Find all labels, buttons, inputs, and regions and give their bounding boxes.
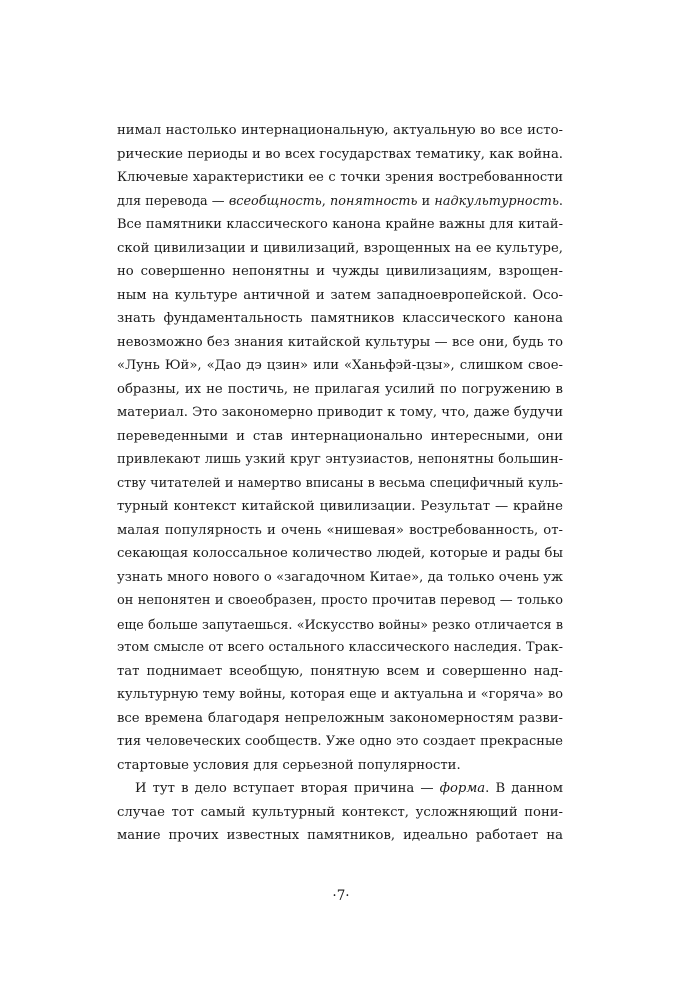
text-fragment: . В данном <box>485 781 563 796</box>
text-line: «Лунь Юй», «Дао дэ цзин» или «Ханьфэй-цзы», слишком свое- <box>117 358 563 373</box>
body-text <box>117 119 563 848</box>
text-line: ным на культуре античной и затем западноевропейской. Осо- <box>117 287 563 303</box>
text-line: узнать много нового о «загадочном Китае», да только очень уж <box>117 569 563 585</box>
text-line: тия человеческих сообществ. Уже одно это создает прекрасные <box>117 734 563 749</box>
text-line: еще больше запутаешься. «Искусство войны» резко отличается в <box>117 616 563 632</box>
paragraph-first-line <box>117 777 563 801</box>
text-line: знать фундаментальность памятников классического канона <box>117 311 563 326</box>
text-line: но совершенно непонятны и чужды цивилизациям, взрощен- <box>117 264 563 279</box>
text-line: Все памятники классического канона крайне важны для китай- <box>117 217 563 232</box>
text-line: случае тот самый культурный контекст, усложняющий пони- <box>117 804 563 820</box>
page-number: ·7· <box>332 888 350 904</box>
text-line: мание прочих известных памятников, идеально работает на <box>117 828 563 843</box>
text-line <box>117 190 563 214</box>
text-line: привлекают лишь узкий круг энтузиастов, непонятны большин- <box>117 452 563 467</box>
italic-term: понятность <box>330 193 418 209</box>
text-fragment: . <box>558 193 563 209</box>
text-fragment: , <box>321 193 331 209</box>
text-fragment: И тут в дело вступает вторая причина — <box>135 781 440 796</box>
text-line: материал. Это закономерно приводит к тому, что, даже будучи <box>117 405 563 420</box>
text-line: ской цивилизации и цивилизаций, взрощенных на ее культуре, <box>117 240 563 256</box>
text-line: малая популярность и очень «нишевая» востребованность, от- <box>117 522 563 538</box>
text-line: стартовые условия для серьезной популярности. <box>117 757 461 773</box>
text-line: секающая колоссальное количество людей, которые и рады бы <box>117 546 563 561</box>
text-line: турный контекст китайской цивилизации. Результат — крайне <box>117 499 563 514</box>
text-line: он непонятен и своеобразен, просто прочитав перевод — только <box>117 593 563 608</box>
italic-term: форма <box>439 781 486 796</box>
text-line: образны, их не постичь, не прилагая усилий по погружению в <box>117 381 563 397</box>
text-line: переведенными и став интернационально интересными, они <box>117 428 563 444</box>
text-line: этом смысле от всего остального классического наследия. Трак- <box>117 640 563 655</box>
italic-term: надкультурность <box>434 193 559 209</box>
text-fragment: для перевода — <box>117 193 229 209</box>
text-fragment: и <box>417 193 435 209</box>
text-line: невозможно без знания китайской культуры — все они, будь то <box>117 334 563 350</box>
text-line: нимал настолько интернациональную, актуальную во все исто- <box>117 123 563 138</box>
italic-term: всеобщность <box>228 193 322 209</box>
text-line: все времена благодаря непреложным закономерностям разви- <box>117 710 563 726</box>
text-line: рические периоды и во всех государствах тематику, как война. <box>117 146 563 162</box>
text-line: тат поднимает всеобщую, понятную всем и совершенно над- <box>117 663 563 679</box>
text-line: ству читателей и намертво вписаны в весьма специфичный куль- <box>117 475 563 491</box>
text-line: Ключевые характеристики ее с точки зрения востребованности <box>117 170 563 185</box>
text-line: культурную тему войны, которая еще и актуальна и «горяча» во <box>117 687 563 702</box>
